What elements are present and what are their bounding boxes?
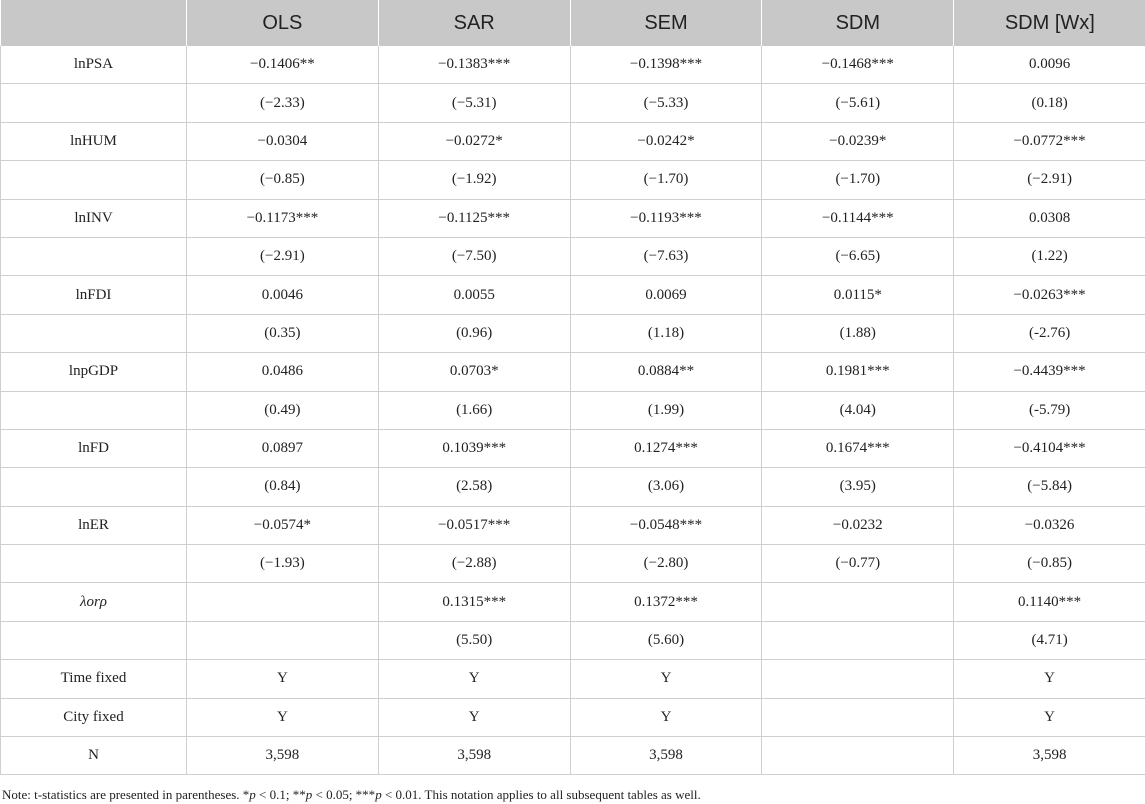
table-row xyxy=(1,353,1145,391)
table-row xyxy=(1,46,1145,84)
table-cell: −0.1406** xyxy=(187,46,379,84)
row-label: lnINV xyxy=(1,199,187,237)
table-cell: −0.0232 xyxy=(762,506,954,544)
header-corner xyxy=(1,0,187,46)
table-cell: 3,598 xyxy=(378,737,570,775)
table-cell: (1.88) xyxy=(762,314,954,352)
table-row xyxy=(1,621,1145,659)
table-cell: Y xyxy=(187,660,379,698)
table-cell: (1.99) xyxy=(570,391,762,429)
row-label xyxy=(1,391,187,429)
table-row xyxy=(1,583,1145,621)
row-label xyxy=(1,314,187,352)
table-cell: 0.0096 xyxy=(954,46,1145,84)
table-cell: (−1.93) xyxy=(187,545,379,583)
table-cell: −0.1144*** xyxy=(762,199,954,237)
table-cell: −0.0772*** xyxy=(954,122,1145,160)
table-cell: (−2.80) xyxy=(570,545,762,583)
table-row xyxy=(1,698,1145,736)
table-cell: (−5.61) xyxy=(762,84,954,122)
table-row xyxy=(1,468,1145,506)
table-row xyxy=(1,237,1145,275)
row-label: lnpGDP xyxy=(1,353,187,391)
table-row xyxy=(1,314,1145,352)
table-cell: −0.1468*** xyxy=(762,46,954,84)
table-row xyxy=(1,199,1145,237)
row-label: Time fixed xyxy=(1,660,187,698)
table-row xyxy=(1,161,1145,199)
table-cell: (0.96) xyxy=(378,314,570,352)
table-cell: −0.1173*** xyxy=(187,199,379,237)
table-row xyxy=(1,84,1145,122)
table-cell: (−1.92) xyxy=(378,161,570,199)
row-label: City fixed xyxy=(1,698,187,736)
column-header: OLS xyxy=(187,0,379,46)
table-cell: (−6.65) xyxy=(762,237,954,275)
table-cell: 0.1315*** xyxy=(378,583,570,621)
table-cell: −0.1383*** xyxy=(378,46,570,84)
table-cell: 0.0055 xyxy=(378,276,570,314)
table-cell xyxy=(762,583,954,621)
table-cell: (−5.84) xyxy=(954,468,1145,506)
table-cell xyxy=(762,621,954,659)
row-label xyxy=(1,161,187,199)
table-cell: 3,598 xyxy=(187,737,379,775)
table-cell: Y xyxy=(570,698,762,736)
table-cell: 3,598 xyxy=(954,737,1145,775)
note-threshold-3: < 0.01. This notation applies to all subsequent tables as well. xyxy=(381,787,701,802)
table-cell: 0.0069 xyxy=(570,276,762,314)
table-cell: (−2.88) xyxy=(378,545,570,583)
table-cell xyxy=(762,737,954,775)
row-label: lnER xyxy=(1,506,187,544)
table-cell: (−1.70) xyxy=(570,161,762,199)
table-cell: (−0.85) xyxy=(187,161,379,199)
table-cell: Y xyxy=(570,660,762,698)
table-cell: −0.0326 xyxy=(954,506,1145,544)
row-label: lnFD xyxy=(1,429,187,467)
table-cell: 0.1039*** xyxy=(378,429,570,467)
note-threshold-2: < 0.05; *** xyxy=(312,787,376,802)
table-cell xyxy=(762,660,954,698)
table-cell xyxy=(187,621,379,659)
table-cell: 0.1981*** xyxy=(762,353,954,391)
table-cell: −0.0548*** xyxy=(570,506,762,544)
table-row xyxy=(1,276,1145,314)
table-cell: (1.22) xyxy=(954,237,1145,275)
table-cell xyxy=(187,583,379,621)
table-cell: −0.0242* xyxy=(570,122,762,160)
row-label: lnHUM xyxy=(1,122,187,160)
table-cell: (5.50) xyxy=(378,621,570,659)
note-p-symbol: p xyxy=(249,787,256,802)
table-cell: 0.0046 xyxy=(187,276,379,314)
row-label xyxy=(1,468,187,506)
table-row xyxy=(1,660,1145,698)
table-cell: −0.1125*** xyxy=(378,199,570,237)
table-cell: Y xyxy=(378,660,570,698)
table-row xyxy=(1,391,1145,429)
table-cell: (1.66) xyxy=(378,391,570,429)
column-header: SEM xyxy=(570,0,762,46)
note-prefix: Note: t-statistics are presented in parentheses. * xyxy=(2,787,250,802)
table-row xyxy=(1,429,1145,467)
header-row xyxy=(1,0,1145,46)
table-note xyxy=(2,787,701,803)
row-label: N xyxy=(1,737,187,775)
note-threshold-1: < 0.1; ** xyxy=(255,787,306,802)
table-cell: (3.95) xyxy=(762,468,954,506)
row-label xyxy=(1,545,187,583)
table-cell: Y xyxy=(378,698,570,736)
table-cell: (−0.85) xyxy=(954,545,1145,583)
table-cell: (0.49) xyxy=(187,391,379,429)
table-cell: 0.0308 xyxy=(954,199,1145,237)
table-cell xyxy=(762,698,954,736)
table-cell: (-5.79) xyxy=(954,391,1145,429)
table-cell: Y xyxy=(954,660,1145,698)
table-cell: (4.71) xyxy=(954,621,1145,659)
table-cell: −0.0263*** xyxy=(954,276,1145,314)
table-cell: −0.0304 xyxy=(187,122,379,160)
table-cell: (4.04) xyxy=(762,391,954,429)
table-cell: (−7.63) xyxy=(570,237,762,275)
table-cell: 0.0884** xyxy=(570,353,762,391)
table-cell: (−2.91) xyxy=(954,161,1145,199)
table-cell: (1.18) xyxy=(570,314,762,352)
table-cell: (−5.31) xyxy=(378,84,570,122)
table-cell: −0.0239* xyxy=(762,122,954,160)
row-label xyxy=(1,84,187,122)
table-cell: (-2.76) xyxy=(954,314,1145,352)
table-cell: Y xyxy=(954,698,1145,736)
table-cell: (−2.33) xyxy=(187,84,379,122)
note-p-symbol: p xyxy=(375,787,382,802)
table-cell: 0.1140*** xyxy=(954,583,1145,621)
table-cell: (0.35) xyxy=(187,314,379,352)
table-cell: (−1.70) xyxy=(762,161,954,199)
column-header: SDM xyxy=(762,0,954,46)
note-p-symbol: p xyxy=(305,787,313,802)
table-cell: 0.0703* xyxy=(378,353,570,391)
table-cell: (0.18) xyxy=(954,84,1145,122)
table-cell: −0.4439*** xyxy=(954,353,1145,391)
row-label: lnPSA xyxy=(1,46,187,84)
table-cell: (−0.77) xyxy=(762,545,954,583)
table-cell: (−5.33) xyxy=(570,84,762,122)
row-label: lnFDI xyxy=(1,276,187,314)
table-cell: 0.0486 xyxy=(187,353,379,391)
table-cell: −0.0272* xyxy=(378,122,570,160)
table-row xyxy=(1,122,1145,160)
table-row xyxy=(1,545,1145,583)
table-cell: −0.1193*** xyxy=(570,199,762,237)
table-cell: (5.60) xyxy=(570,621,762,659)
table-cell: 3,598 xyxy=(570,737,762,775)
table-cell: (3.06) xyxy=(570,468,762,506)
table-cell: 0.0897 xyxy=(187,429,379,467)
table-cell: −0.0517*** xyxy=(378,506,570,544)
table-cell: (2.58) xyxy=(378,468,570,506)
table-cell: 0.1372*** xyxy=(570,583,762,621)
table-cell: 0.0115* xyxy=(762,276,954,314)
table-row xyxy=(1,737,1145,775)
table-row xyxy=(1,506,1145,544)
table-cell: (0.84) xyxy=(187,468,379,506)
table-cell: 0.1674*** xyxy=(762,429,954,467)
row-label: λorρ xyxy=(1,583,187,621)
table-cell: 0.1274*** xyxy=(570,429,762,467)
column-header: SDM [Wx] xyxy=(954,0,1145,46)
row-label xyxy=(1,237,187,275)
table-cell: (−7.50) xyxy=(378,237,570,275)
table-cell: −0.0574* xyxy=(187,506,379,544)
row-label xyxy=(1,621,187,659)
table-cell: (−2.91) xyxy=(187,237,379,275)
column-header: SAR xyxy=(378,0,570,46)
table-cell: −0.4104*** xyxy=(954,429,1145,467)
table-cell: −0.1398*** xyxy=(570,46,762,84)
table-body xyxy=(1,46,1145,775)
table-cell: Y xyxy=(187,698,379,736)
